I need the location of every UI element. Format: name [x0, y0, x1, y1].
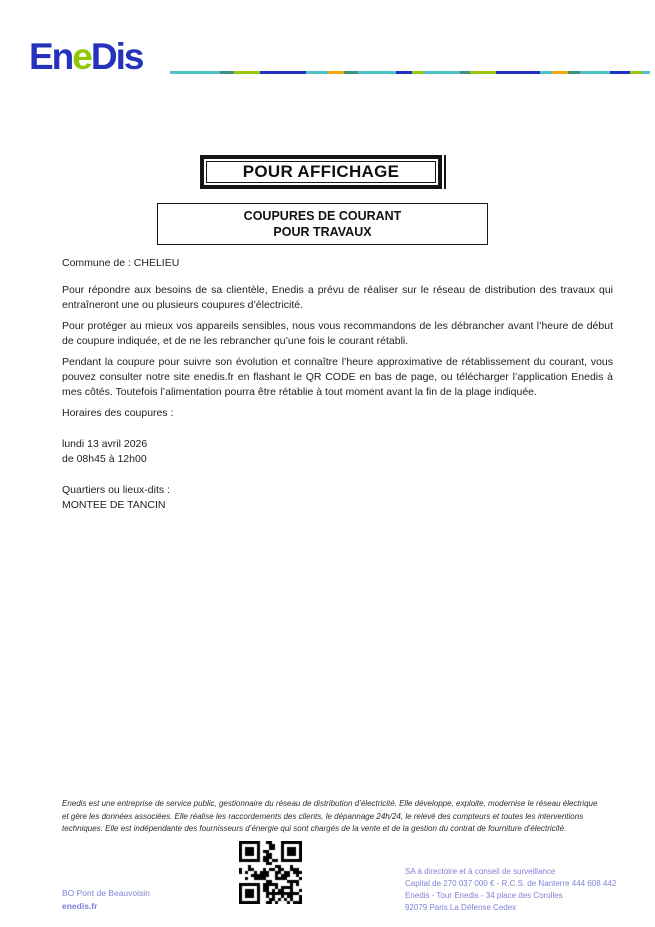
affichage-banner — [200, 155, 442, 189]
quartiers-block — [62, 483, 613, 513]
brand-line-segment — [568, 71, 580, 74]
brand-line-segment — [610, 71, 630, 74]
body-paragraph-3: Pendant la coupure pour suivre son évolution et connaître l’heure approximative de rétablissement du courant, vous pouvez consulter notre site enedis.fr en flashant le QR CODE en bas de page, ou télécharger l’application Enedis à mes côtés. Toutefois l’alimentation pourra être rétablie à tout moment avant la fin de la plage indiquée. — [62, 356, 613, 398]
brand-line-segment — [234, 71, 260, 74]
footer-right-line: SA à directoire et à conseil de surveillance — [405, 867, 556, 876]
notice-title-line2: POUR TRAVAUX — [273, 225, 372, 239]
notice-title-box — [157, 203, 488, 245]
horaires-label: Horaires des coupures : — [62, 407, 174, 419]
schedule-time: de 08h45 à 12h00 — [62, 453, 147, 465]
brand-line-segment — [220, 71, 234, 74]
logo-text-pre: En — [29, 36, 73, 77]
commune-line: Commune de : CHELIEU — [62, 257, 180, 269]
brand-line-segment — [424, 71, 460, 74]
brand-line-segment — [580, 71, 610, 74]
logo-text-green-e: e — [72, 36, 91, 77]
brand-colored-line — [170, 71, 650, 74]
brand-line-segment — [358, 71, 396, 74]
body-paragraph-1: Pour répondre aux besoins de sa clientèle, Enedis a prévu de réaliser sur le réseau de distribution des travaux qui entraîneront une ou plusieurs coupures d’électricité. — [62, 284, 613, 311]
brand-line-segment — [170, 71, 220, 74]
footer-right-line: 92079 Paris La Défense Cedex — [405, 903, 517, 912]
brand-line-segment — [642, 71, 650, 74]
brand-line-segment — [630, 71, 642, 74]
body-paragraph-2: Pour protéger au mieux vos appareils sensibles, nous vous recommandons de les débrancher avant l’heure de début de coupure indiquée, et de ne les rebrancher qu’une fois le courant rétabli. — [62, 320, 613, 347]
quartiers-label: Quartiers ou lieux-dits : — [62, 484, 170, 496]
legal-text: Enedis est une entreprise de service public, gestionnaire du réseau de distribution d’électricité. Elle développe, exploite, modernise le réseau électrique et gère les données associées. Elle réalise les raccordements des clients, le dépannage 24h/24, le relevé des compteurs et toutes les interventions techniques. Elle est indépendante des fournisseurs d’énergie qui sont chargés de la vente et de la gestion du contrat de fourniture d’électricité. — [62, 799, 598, 833]
enedis-logo — [29, 38, 142, 75]
brand-line-segment — [396, 71, 412, 74]
footer-office: BO Pont de Beauvoisin — [62, 888, 150, 898]
quartiers-value: MONTEE DE TANCIN — [62, 499, 166, 511]
qr-code — [239, 841, 302, 904]
brand-line-segment — [306, 71, 328, 74]
brand-line-segment — [412, 71, 424, 74]
schedule-block — [62, 437, 613, 467]
notice-title-line1: COUPURES DE COURANT — [243, 209, 402, 223]
brand-line-segment — [344, 71, 358, 74]
footer-website: enedis.fr — [62, 901, 98, 911]
brand-line-segment — [260, 71, 306, 74]
brand-line-segment — [328, 71, 344, 74]
footer-left-block — [62, 887, 150, 913]
brand-line-segment — [540, 71, 552, 74]
brand-line-segment — [496, 71, 540, 74]
footer-right-line: Enedis - Tour Enedis - 34 place des Corolles — [405, 891, 563, 900]
notice-body — [62, 256, 613, 513]
brand-line-segment — [470, 71, 496, 74]
brand-line-segment — [552, 71, 568, 74]
footer-right-block — [405, 866, 616, 914]
logo-text-post: Dis — [90, 36, 143, 77]
affichage-banner-label: POUR AFFICHAGE — [206, 161, 436, 183]
brand-line-segment — [460, 71, 470, 74]
footer-right-line: Capital de 270 037 000 € - R.C.S. de Nanterre 444 608 442 — [405, 879, 617, 888]
schedule-date: lundi 13 avril 2026 — [62, 438, 148, 450]
